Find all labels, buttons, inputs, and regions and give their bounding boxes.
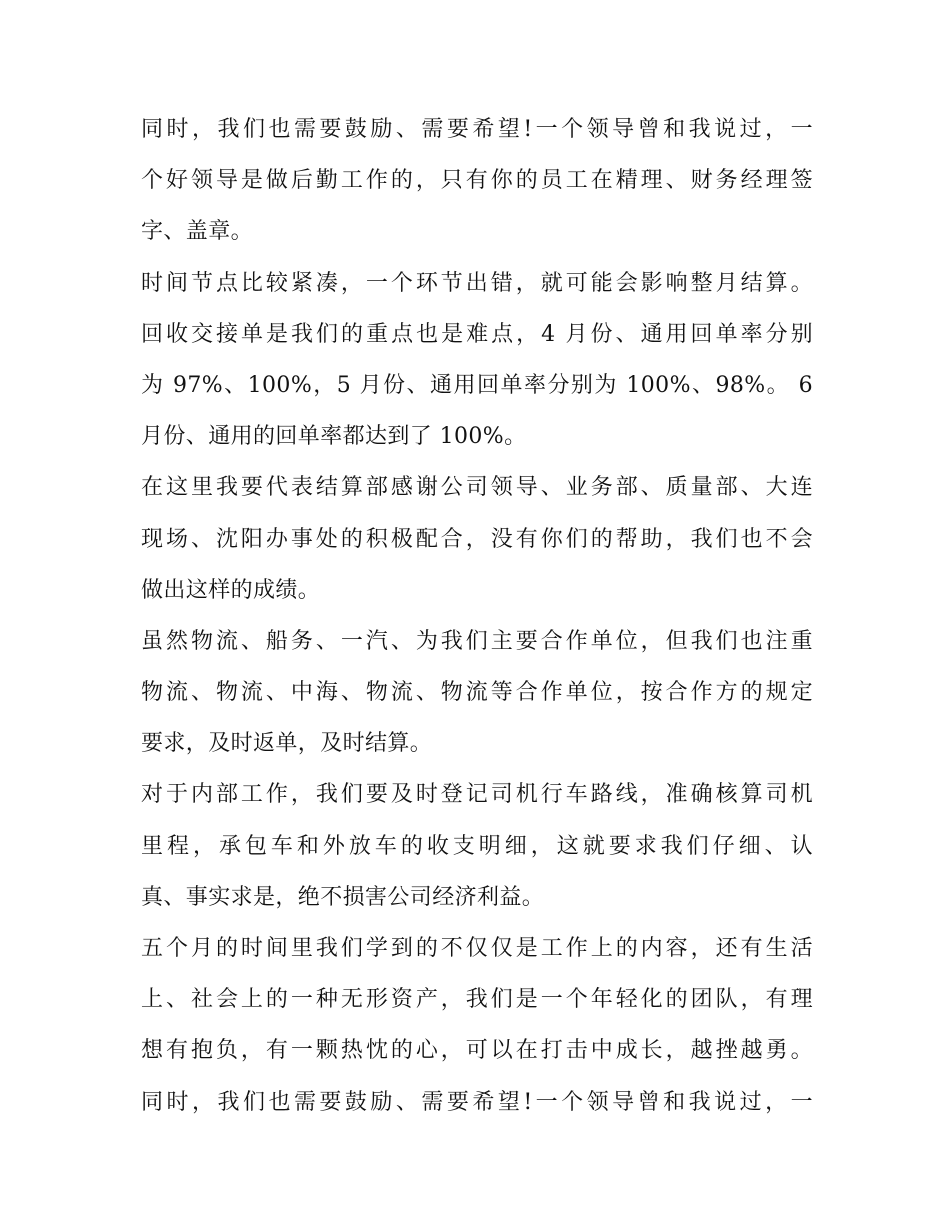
text-line: 虽然物流、船务、一汽、为我们主要合作单位，但我们也注重 bbox=[141, 628, 813, 654]
text-line: 回收交接单是我们的重点也是难点，4 月份、通用回单率分别 bbox=[141, 321, 813, 347]
text-line: 同时，我们也需要鼓励、需要希望!一个领导曾和我说过，一 bbox=[141, 117, 813, 142]
text-line: 现场、沈阳办事处的积极配合，没有你们的帮助，我们也不会 bbox=[141, 526, 813, 552]
text-line: 五个月的时间里我们学到的不仅仅是工作上的内容，还有生活 bbox=[141, 936, 813, 961]
text-line: 时间节点比较紧凑，一个环节出错，就可能会影响整月结算。 bbox=[141, 270, 813, 296]
text-line: 在这里我要代表结算部感谢公司领导、业务部、质量部、大连 bbox=[141, 475, 813, 501]
text-line: 个好领导是做后勤工作的，只有你的员工在精理、财务经理签 bbox=[141, 168, 813, 194]
text-line: 做出这样的成绩。 bbox=[141, 577, 321, 603]
text-line: 字、盖章。 bbox=[141, 219, 254, 245]
text-line: 对于内部工作，我们要及时登记司机行车路线，准确核算司机 bbox=[141, 782, 813, 808]
text-line: 真、事实求是，绝不损害公司经济利益。 bbox=[141, 884, 545, 910]
text-line: 同时，我们也需要鼓励、需要希望!一个领导曾和我说过，一 bbox=[141, 1089, 813, 1115]
text-line: 月份、通用的回单率都达到了 100%。 bbox=[141, 424, 527, 450]
text-line: 物流、物流、中海、物流、物流等合作单位，按合作方的规定 bbox=[141, 680, 813, 706]
text-line: 要求，及时返单，及时结算。 bbox=[141, 731, 433, 757]
text-line: 里程，承包车和外放车的收支明细，这就要求我们仔细、认 bbox=[141, 833, 813, 859]
text-line: 上、社会上的一种无形资产，我们是一个年轻化的团队，有理 bbox=[141, 987, 813, 1013]
text-line: 想有抱负，有一颗热忱的心，可以在打击中成长，越挫越勇。 bbox=[141, 1038, 813, 1064]
text-line: 为 97%、100%，5 月份、通用回单率分别为 100%、98%。 6 bbox=[141, 372, 813, 398]
document-body bbox=[141, 104, 813, 1128]
